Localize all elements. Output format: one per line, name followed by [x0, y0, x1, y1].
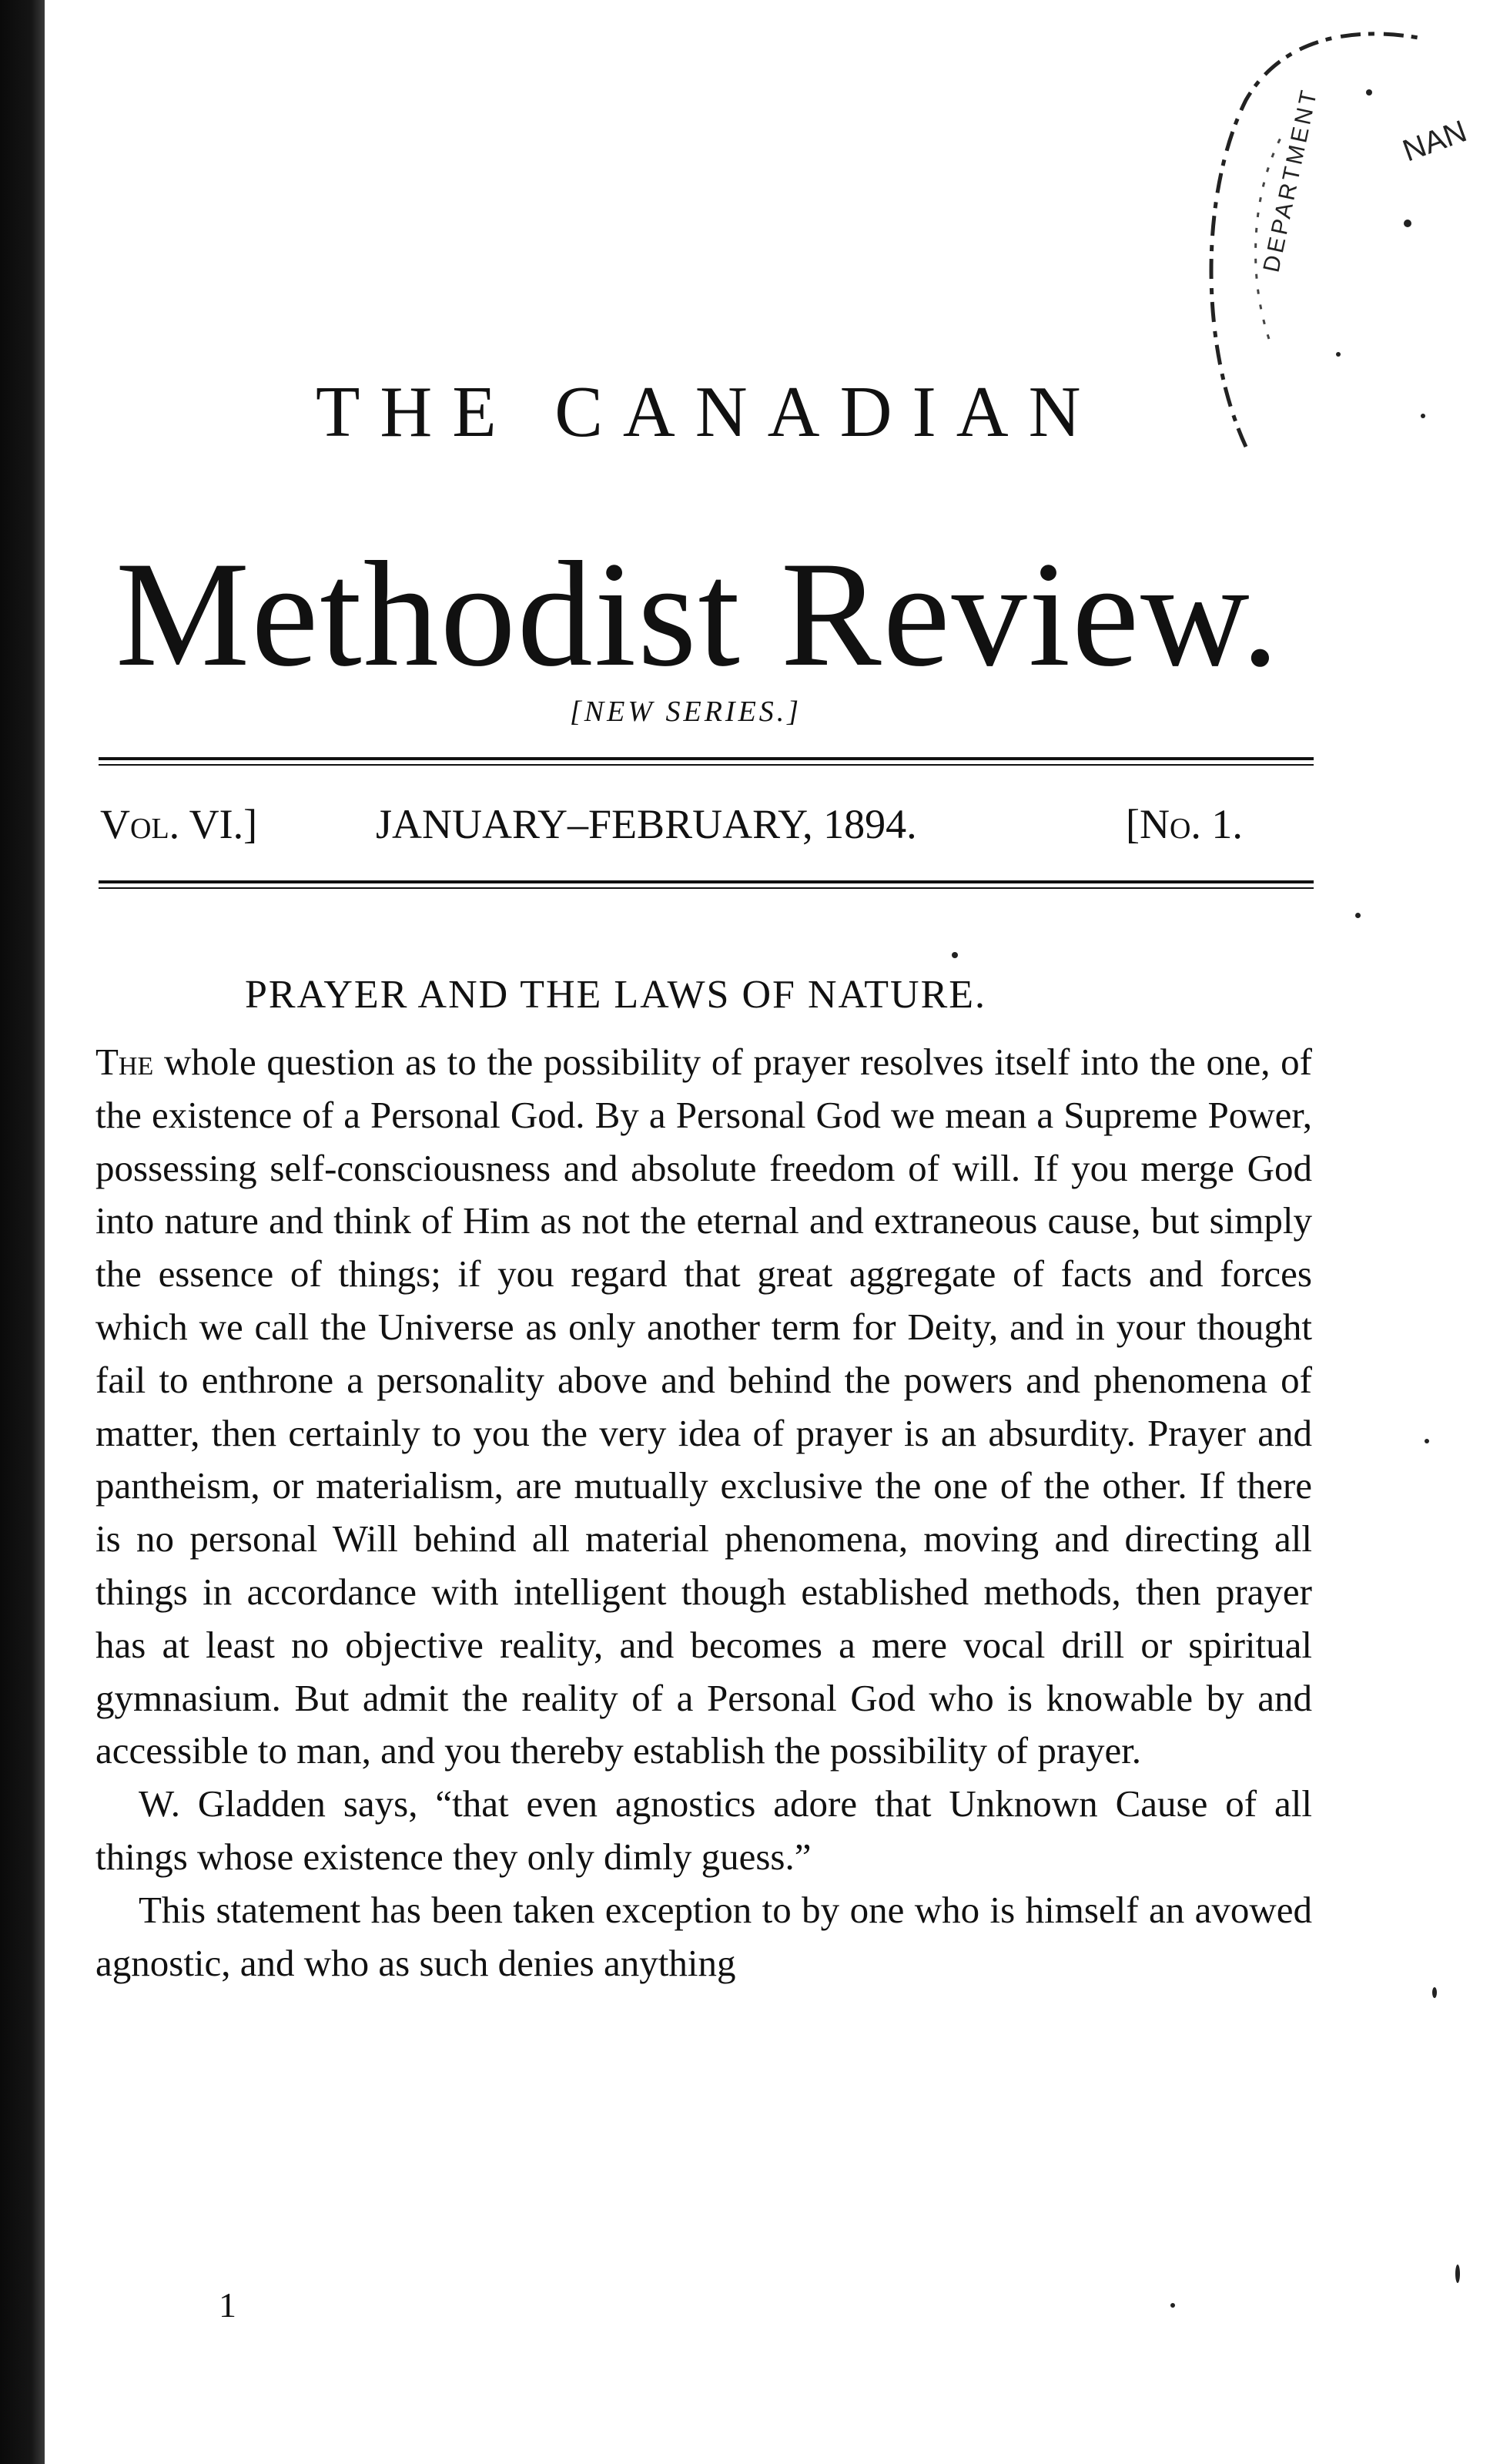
paragraph-lead-word: The: [95, 1041, 154, 1083]
scan-speck: [1432, 1987, 1437, 1998]
paragraph-1: [95, 1036, 1312, 1778]
scan-speck: [1455, 2265, 1460, 2283]
bottom-double-rule: [99, 880, 1314, 889]
top-double-rule: [99, 757, 1314, 766]
page-number: 1: [219, 2285, 236, 2325]
paragraph-1-text: whole question as to the possibility of prayer resolves itself into the one, of the existence of a Personal God. By a Personal God we mean a Supreme Power, possessing self-consciousness and absolute freedom of will. If you merge God into nature and think of Him as not the eternal and extraneous cause, but simply the essence of things; if you regard that great aggregate of facts and forces which we call the Universe as only another term for Deity, and in your thought fail to enthrone a personality above and behind the powers and phenomena of matter, then certainly to you the very idea of prayer is an absurdity. Prayer and pantheism, or materialism, are mutually exclusive the one of the other. If there is no personal Will behind all material phenomena, moving and directing all things in accordance with intelligent though established methods, then prayer has at least no objective reality, and becomes a mere vocal drill or spiritual gymnasium. But admit the reality of a Personal God who is knowable by and accessible to man, and you thereby establish the possibility of prayer.: [95, 1041, 1312, 1772]
library-stamp: [1192, 15, 1471, 478]
article-title: PRAYER AND THE LAWS OF NATURE.: [245, 973, 987, 1017]
scan-binding-edge: [0, 0, 45, 2464]
scan-speck: [952, 952, 958, 958]
scan-speck: [1355, 913, 1361, 918]
paragraph-3: This statement has been taken exception to by one who is himself an avowed agnostic, and who as such denies anything: [95, 1888, 1312, 1984]
masthead-title: Methodist Review.: [116, 531, 1281, 698]
volume-label: Vol. VI.]: [100, 801, 258, 847]
article-body: [95, 1036, 1312, 1990]
paragraph-2: W. Gladden says, “that even agnostics adore that Unknown Cause of all things whose existence they only dimly guess.”: [95, 1782, 1312, 1878]
stamp-subtext: NAN: [1398, 114, 1471, 169]
issue-date: JANUARY–FEBRUARY, 1894.: [376, 801, 917, 847]
issue-number: [No. 1.: [1126, 801, 1243, 847]
issue-line: [99, 793, 1314, 855]
scan-speck: [1425, 1439, 1429, 1443]
stamp-text: DEPARTMENT: [1258, 85, 1323, 275]
scan-speck: [1170, 2303, 1175, 2308]
masthead-kicker: THE CANADIAN: [316, 372, 1101, 452]
series-label: [NEW SERIES.]: [570, 696, 802, 728]
